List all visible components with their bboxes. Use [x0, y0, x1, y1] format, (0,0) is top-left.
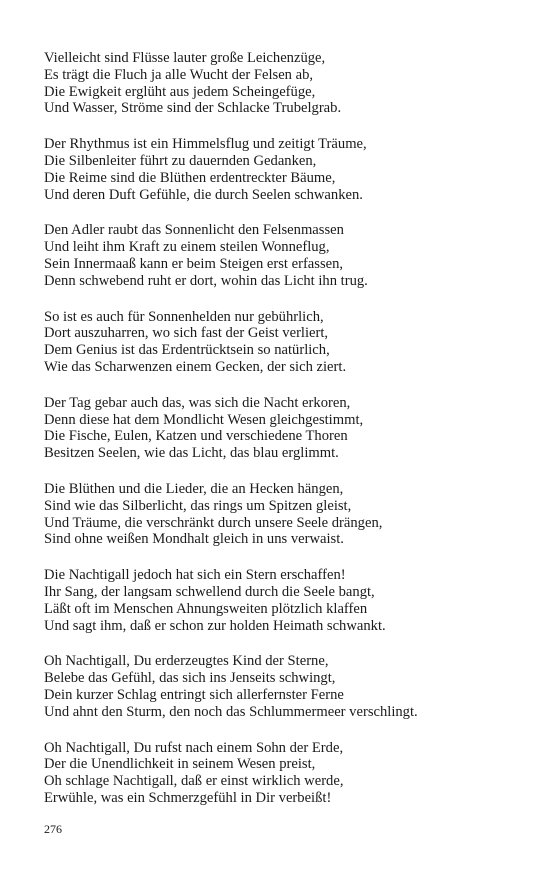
poem-line: Und deren Duft Gefühle, die durch Seelen schwanken.: [44, 186, 363, 203]
poem-line: Oh schlage Nachtigall, daß er einst wirklich werde,: [44, 773, 344, 790]
poem-line: Die Reime sind die Blüthen erdentreckter Bäume,: [44, 169, 336, 186]
stanza-1: [44, 50, 524, 117]
poem-line: Und Wasser, Ströme sind der Schlacke Trubelgrab.: [44, 100, 342, 117]
poem-line: Die Nachtigall jedoch hat sich ein Stern erschaffen!: [44, 567, 346, 584]
poem-text: [44, 50, 524, 826]
poem-line: Vielleicht sind Flüsse lauter große Leichenzüge,: [44, 50, 326, 66]
poem-line: Und sagt ihm, daß er schon zur holden Heimath schwankt.: [44, 617, 386, 634]
poem-line: Sind wie das Silberlicht, das rings um Spitzen gleist,: [44, 497, 352, 514]
poem-line: Und Träume, die verschränkt durch unsere Seele drängen,: [44, 514, 383, 531]
poem-line: Die Silbenleiter führt zu dauernden Gedanken,: [44, 152, 317, 169]
poem-line: Ihr Sang, der langsam schwellend durch die Seele bangt,: [44, 583, 375, 600]
poem-line: Läßt oft im Menschen Ahnungsweiten plötzlich klaffen: [44, 600, 368, 617]
poem-line: Und leiht ihm Kraft zu einem steilen Wonneflug,: [44, 239, 330, 256]
stanza-5: [44, 395, 524, 462]
poem-line: Denn schwebend ruht er dort, wohin das Licht ihn trug.: [44, 272, 368, 289]
poem-line: Sind ohne weißen Mondhalt gleich in uns verwaist.: [44, 531, 344, 548]
poem-line: Der die Unendlichkeit in seinem Wesen preist,: [44, 756, 316, 773]
poem-line: Die Blüthen und die Lieder, die an Hecken hängen,: [44, 480, 344, 497]
poem-line: Dort auszuharren, wo sich fast der Geist verliert,: [44, 325, 329, 342]
stanza-3: [44, 222, 524, 289]
stanza-6: [44, 481, 524, 548]
poem-line: Besitzen Seelen, wie das Licht, das blau erglimmt.: [44, 445, 339, 462]
stanza-2: [44, 136, 524, 203]
poem-line: Und ahnt den Sturm, den noch das Schlummermeer verschlingt.: [44, 703, 418, 720]
poem-line: Belebe das Gefühl, das sich ins Jenseits schwingt,: [44, 670, 336, 687]
poem-line: Dein kurzer Schlag entringt sich allerfernster Ferne: [44, 686, 344, 703]
poem-line: Die Ewigkeit erglüht aus jedem Scheingefüge,: [44, 83, 316, 100]
poem-line: Die Fische, Eulen, Katzen und verschiedene Thoren: [44, 428, 348, 445]
stanza-9: [44, 740, 524, 807]
poem-line: So ist es auch für Sonnenhelden nur gebührlich,: [44, 308, 324, 325]
poem-line: Den Adler raubt das Sonnenlicht den Felsenmassen: [44, 222, 344, 239]
poem-line: Dem Genius ist das Erdentrücktsein so natürlich,: [44, 342, 330, 359]
stanza-4: [44, 309, 524, 376]
stanza-7: [44, 567, 524, 634]
poem-line: Der Rhythmus ist ein Himmelsflug und zeitigt Träume,: [44, 136, 367, 153]
stanza-8: [44, 653, 524, 720]
poem-line: Der Tag gebar auch das, was sich die Nacht erkoren,: [44, 394, 351, 411]
page-number: 276: [44, 822, 62, 836]
poem-line: Oh Nachtigall, Du erderzeugtes Kind der Sterne,: [44, 653, 329, 670]
poem-line: Erwühle, was ein Schmerzgefühl in Dir verbeißt!: [44, 789, 332, 806]
poem-line: Sein Innermaaß kann er beim Steigen erst erfassen,: [44, 255, 344, 272]
poem-line: Oh Nachtigall, Du rufst nach einem Sohn der Erde,: [44, 739, 344, 756]
poem-line: Wie das Scharwenzen einem Gecken, der sich ziert.: [44, 358, 347, 375]
poem-line: Denn diese hat dem Mondlicht Wesen gleichgestimmt,: [44, 411, 364, 428]
poem-line: Es trägt die Fluch ja alle Wucht der Felsen ab,: [44, 66, 314, 83]
